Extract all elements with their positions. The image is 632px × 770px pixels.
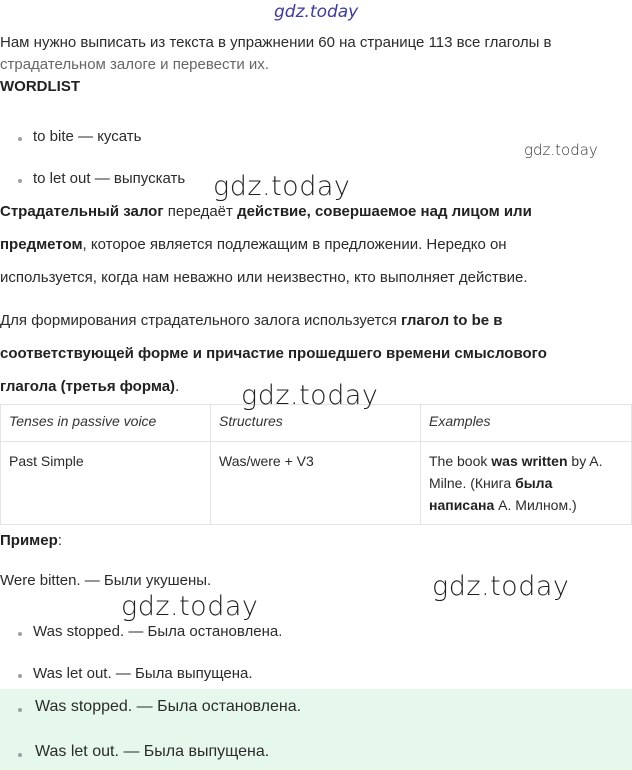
theory-line-2: предметом, которое является подлежащим в предложении. Нередко он bbox=[0, 236, 507, 253]
answer-item: Was stopped. — Была остановлена. bbox=[35, 698, 302, 715]
bullet-icon bbox=[18, 632, 22, 636]
bullet-icon bbox=[18, 708, 22, 712]
passive-voice-table bbox=[0, 404, 632, 525]
watermark-top: gdz.today bbox=[274, 2, 359, 22]
watermark-small: gdz.today bbox=[524, 141, 598, 159]
table-header: Structures bbox=[211, 405, 421, 442]
theory-line-1: Страдательный залог передаёт действие, совершаемое над лицом или bbox=[0, 203, 532, 220]
intro-cut-line: страдательном залоге и перевести их. bbox=[0, 56, 269, 73]
answer-item: Was let out. — Была выпущена. bbox=[35, 743, 270, 760]
bullet-icon bbox=[18, 179, 22, 183]
bullet-icon bbox=[18, 137, 22, 141]
table-cell-example: The book was written by A. Milne. (Книга была написана А. Милном.) bbox=[421, 442, 632, 525]
example-item: Was let out. — Была выпущена. bbox=[33, 665, 253, 682]
bullet-icon bbox=[18, 674, 22, 678]
table-row bbox=[1, 442, 632, 525]
bullet-icon bbox=[18, 753, 22, 757]
table-header: Examples bbox=[421, 405, 632, 442]
wordlist-item: to let out — выпускать bbox=[33, 170, 186, 187]
watermark-1: gdz.today bbox=[213, 171, 351, 202]
theory-line-4: Для формирования страдательного залога используется глагол to be в bbox=[0, 312, 503, 329]
example-title: Пример: bbox=[0, 532, 62, 549]
example-line: Were bitten. — Были укушены. bbox=[0, 572, 212, 589]
watermark-4: gdz.today bbox=[121, 591, 259, 622]
table-header: Tenses in passive voice bbox=[1, 405, 211, 442]
wordlist-item: to bite — кусать bbox=[33, 128, 142, 145]
watermark-2: gdz.today bbox=[241, 380, 379, 411]
theory-line-6: глагола (третья форма). bbox=[0, 378, 180, 395]
watermark-3: gdz.today bbox=[432, 571, 570, 602]
table-cell-tense: Past Simple bbox=[1, 442, 211, 525]
theory-line-5: соответствующей форме и причастие прошедшего времени смыслового bbox=[0, 345, 547, 362]
theory-line-3: используется, когда нам неважно или неизвестно, кто выполняет действие. bbox=[0, 269, 528, 286]
intro-text: Нам нужно выписать из текста в упражнении 60 на странице 113 все глаголы в bbox=[0, 34, 552, 51]
example-item: Was stopped. — Была остановлена. bbox=[33, 623, 283, 640]
table-cell-structure: Was/were + V3 bbox=[211, 442, 421, 525]
wordlist-title: WORDLIST bbox=[0, 78, 80, 95]
